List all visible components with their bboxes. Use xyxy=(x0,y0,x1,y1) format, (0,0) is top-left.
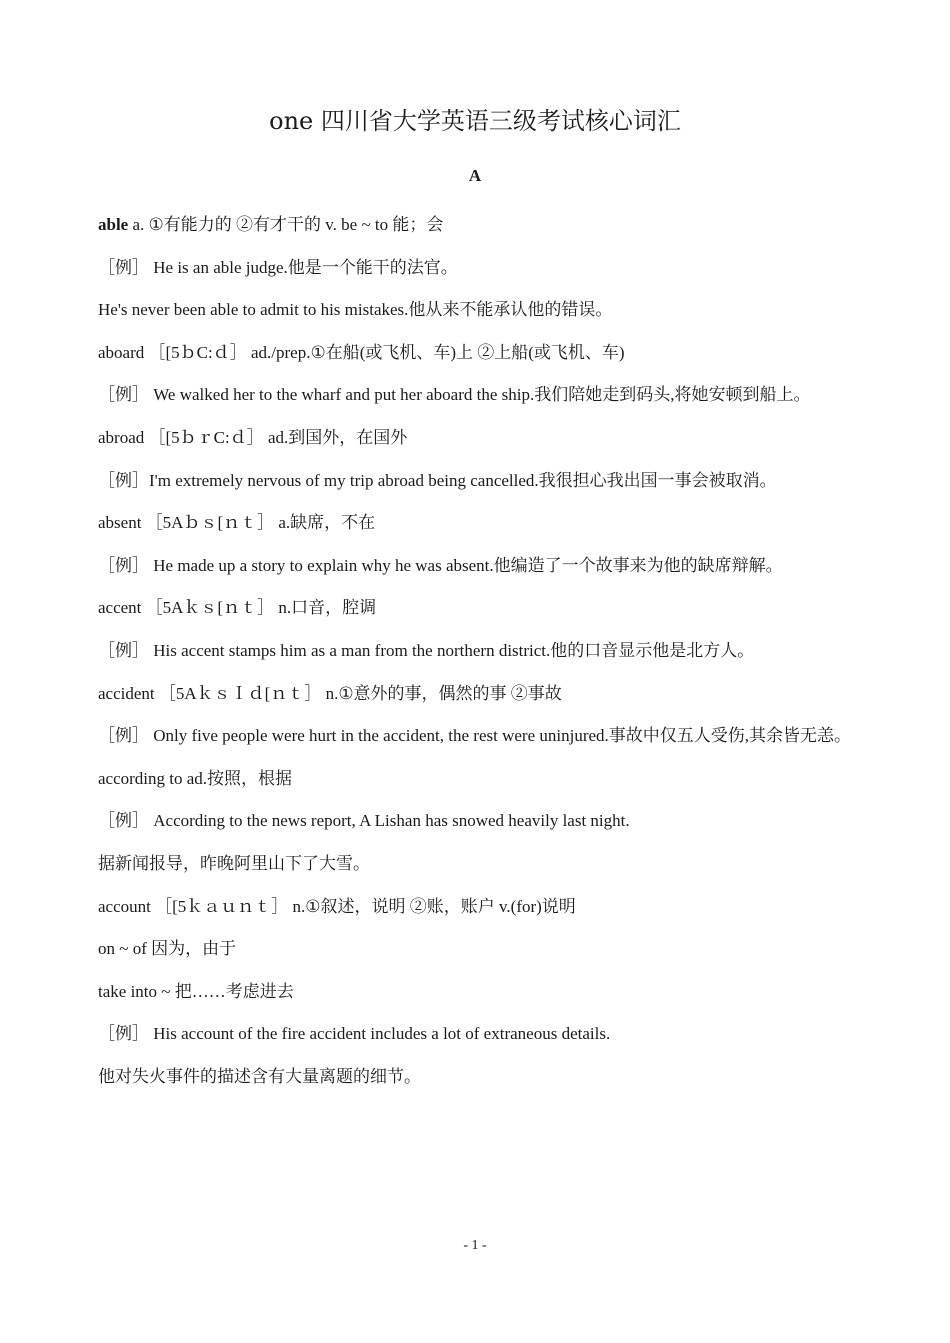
phrase-line: on ~ of 因为，由于 xyxy=(98,939,237,959)
page-number: - 1 - xyxy=(463,1238,487,1253)
example-line: ［例］ Only five people were hurt in the accident, the rest were uninjured.事故中仅五人受伤,其余皆无恙。 xyxy=(98,726,852,746)
example-translation: 据新闻报导，昨晚阿里山下了大雪。 xyxy=(98,853,370,873)
example-line: ［例］ We walked her to the wharf and put her aboard the ship.我们陪她走到码头,将她安顿到船上。 xyxy=(98,385,811,405)
entry-aboard: aboard ［[5ｂC:ｄ］ ad./prep.①在船(或飞机、车)上 ②上船(或飞机、车) xyxy=(98,342,625,362)
page-title: one 四川省大学英语三级考试核心词汇 xyxy=(269,107,681,135)
example-line: He's never been able to admit to his mistakes.他从来不能承认他的错误。 xyxy=(98,300,613,320)
example-line: ［例］ His accent stamps him as a man from the northern district.他的口音显示他是北方人。 xyxy=(98,640,755,660)
example-translation: 他对失火事件的描述含有大量离题的细节。 xyxy=(98,1066,421,1086)
entry-accident: accident ［5AｋｓＩｄ[ｎｔ］ n.①意外的事，偶然的事 ②事故 xyxy=(98,683,562,703)
entry-abroad: abroad ［[5ｂｒC:ｄ］ ad.到国外，在国外 xyxy=(98,427,408,447)
vocabulary-list xyxy=(98,204,858,1098)
section-heading: A xyxy=(468,166,482,185)
entry-account: account ［[5ｋａｕｎｔ］ n.①叙述，说明 ②账，账户 v.(for)说明 xyxy=(98,896,576,916)
entry-absent: absent ［5Aｂｓ[ｎｔ］ a.缺席，不在 xyxy=(98,513,376,533)
phrase-line: take into ~ 把……考虑进去 xyxy=(98,981,294,1001)
entry-according-to: according to ad.按照，根据 xyxy=(98,768,293,788)
example-line: ［例］ He made up a story to explain why he was absent.他编造了一个故事来为他的缺席辩解。 xyxy=(98,555,783,575)
example-line: ［例］ His account of the fire accident includes a lot of extraneous details. xyxy=(98,1024,611,1044)
example-line: ［例］ He is an able judge.他是一个能干的法官。 xyxy=(98,257,458,277)
entry-accent: accent ［5Aｋｓ[ｎｔ］ n.口音，腔调 xyxy=(98,598,377,618)
definition: a. ①有能力的 ②有才干的 v. be ~ to 能；会 xyxy=(128,215,444,234)
example-line: ［例］ According to the news report, A Lishan has snowed heavily last night. xyxy=(98,811,630,831)
entry-able xyxy=(98,204,858,247)
example-line: ［例］I'm extremely nervous of my trip abroad being cancelled.我很担心我出国一事会被取消。 xyxy=(98,470,777,490)
headword: able xyxy=(98,215,129,234)
